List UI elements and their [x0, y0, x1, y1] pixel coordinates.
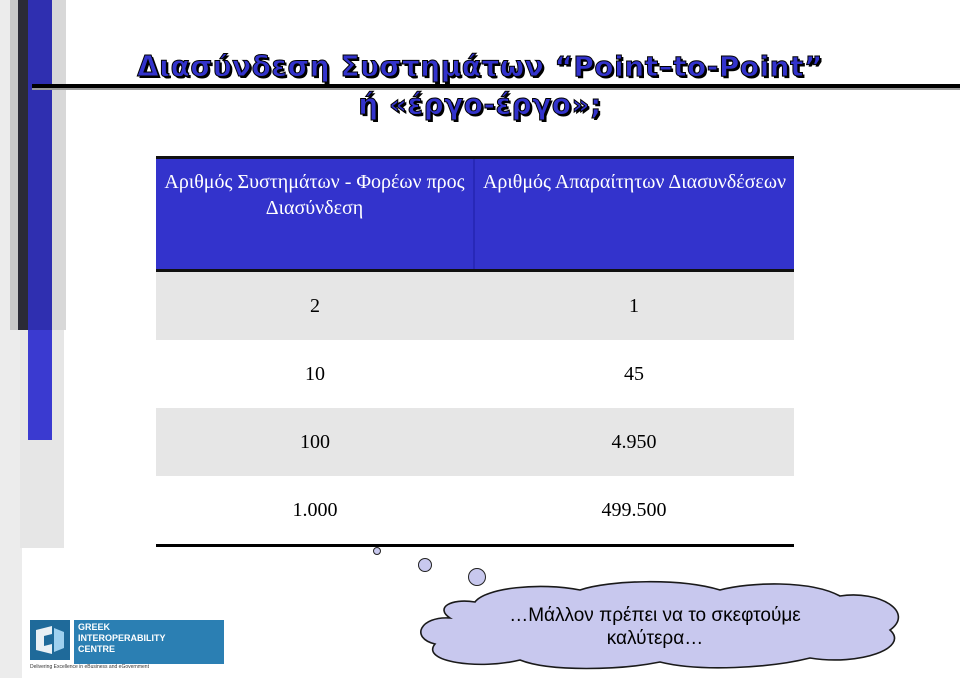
column-header-systems: Αριθμός Συστημάτων - Φορέων προς Διασύνδεση	[156, 158, 474, 271]
table-row	[156, 408, 794, 476]
cell-systems: 2	[156, 271, 474, 341]
thought-bubble-dot	[373, 547, 381, 555]
left-decor-stripe	[52, 0, 66, 330]
thought-cloud-text	[440, 604, 870, 650]
cell-connections: 499.500	[474, 476, 794, 546]
left-decor-stripe	[28, 330, 52, 440]
cell-systems: 100	[156, 408, 474, 476]
logo-wordmark	[78, 622, 166, 655]
cell-connections: 45	[624, 362, 644, 385]
cell-systems: 1.000	[156, 476, 474, 546]
logo-line: INTEROPERABILITY	[78, 633, 166, 643]
table-row	[156, 271, 794, 341]
table-header-row	[156, 158, 794, 271]
interconnections-table	[156, 156, 794, 547]
cell-connections: 4.950	[474, 408, 794, 476]
left-decor-stripe	[18, 0, 28, 330]
callout-line: καλύτερα…	[606, 628, 704, 649]
slide-subtitle: ή «έργο-έργο»;	[358, 88, 602, 121]
gic-logo	[30, 620, 200, 670]
logo-line: CENTRE	[78, 644, 116, 654]
table-row	[156, 340, 794, 408]
logo-line: GREEK	[78, 622, 111, 632]
logo-mark-icon	[30, 620, 70, 660]
column-header-connections: Αριθμός Απαραίτητων Διασυνδέσεων	[474, 158, 794, 271]
slide-title: Διασύνδεση Συστημάτων “Point–to-Point”	[137, 50, 823, 83]
table-row	[156, 476, 794, 546]
callout-line: …Μάλλον πρέπει να το σκεφτούμε	[509, 605, 801, 626]
cell-systems: 10	[305, 362, 325, 385]
logo-tagline: Delivering Excellence in eBusiness and eGovernment	[30, 664, 149, 670]
cell-connections: 1	[474, 271, 794, 341]
thought-bubble-dot	[418, 558, 432, 572]
